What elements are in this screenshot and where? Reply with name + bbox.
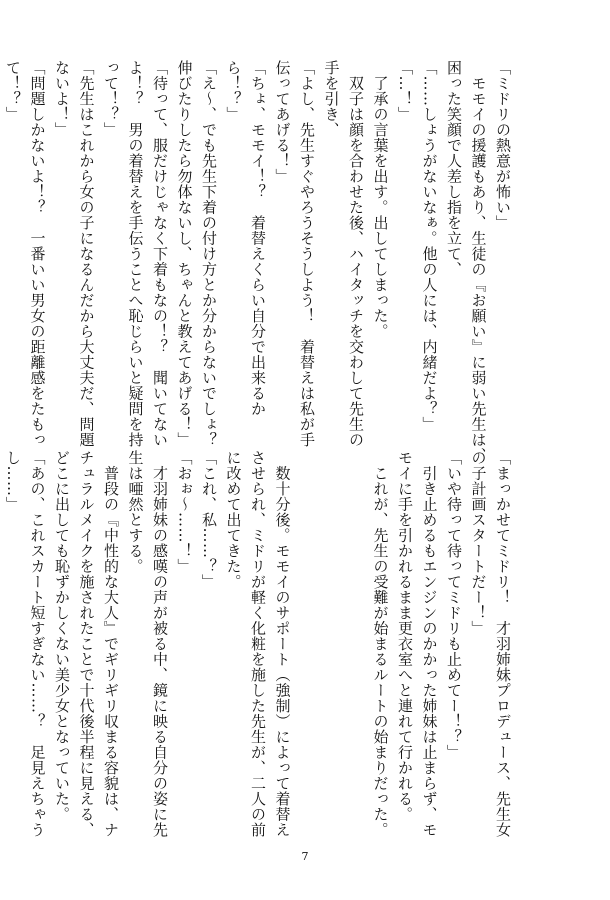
text-line xyxy=(344,450,369,845)
text-line: 「先生はこれから女の子になるんだから大丈夫だ、問題 xyxy=(77,60,96,448)
text-line: 「待って、服だけじゃなく下着もなの！？ 聞いてない xyxy=(151,60,169,448)
text-line: よ！？ 男の着替えを手伝うことへ恥じらいと疑問を持 xyxy=(126,60,145,448)
text-line: 普段の『中性的な大人』でギリギリ収まる容貌は、ナ xyxy=(102,450,120,838)
text-line: 「これ、私……？」 xyxy=(200,450,218,590)
text-line: モイに手を引かれるまま更衣室へと連れて行かれる。 xyxy=(396,450,414,822)
text-line: て！？」 xyxy=(4,60,22,122)
page-number: 7 xyxy=(301,850,309,863)
text-line: させられ、ミドリが軽く化粧を施した先生が、二人の前 xyxy=(249,450,267,838)
text-line xyxy=(0,450,1,845)
text-line: 伸びたりしたら勿体ないし、ちゃんと教えてあげる！」 xyxy=(175,60,194,448)
text-line: 引き止めるもエンジンのかかった姉妹は止まらず、モ xyxy=(420,450,439,838)
text-line: 才羽姉妹の感嘆の声が被る中、鏡に映る自分の姿に先 xyxy=(151,450,169,838)
text-line: 「ちょ、モモイ！？ 着替えくらい自分で出来るか xyxy=(249,60,267,417)
text-line: に改めて出てきた。 xyxy=(224,450,243,590)
text-line: の子計画スタートだー！」 xyxy=(469,450,488,636)
text-line: 「まっかせてミドリ！ 才羽姉妹プロデュース、先生女 xyxy=(494,450,512,838)
text-line: モモイの援護もあり、生徒の『お願い』に弱い先生は、 xyxy=(469,60,488,463)
text-line: 「いや待って待ってミドリも止めてー！？」 xyxy=(445,450,463,760)
text-line: って！？」 xyxy=(102,60,120,138)
text-line: し……」 xyxy=(4,450,22,512)
text-line: 困った笑顔で人差し指を立て、 xyxy=(445,60,463,277)
text-line: 手を引き、 xyxy=(322,60,341,138)
text-line: 了承の言葉を出す。出してしまった。 xyxy=(371,60,390,339)
text-line: どこに出しても恥ずかしくない美少女となっていた。 xyxy=(53,450,71,822)
text-line xyxy=(319,450,344,845)
text-line: 双子は顔を合わせた後、ハイタッチを交わして先生の xyxy=(347,60,365,448)
text-line xyxy=(0,60,1,440)
text-line: チュラルメイクを施されたことで十代後半程に見える、 xyxy=(77,450,96,838)
text-line: 「……しょうがないなぁ。他の人には、内緒だよ？」 xyxy=(420,60,439,432)
lower-text-block xyxy=(0,450,515,845)
text-line: 「問題しかないよ！？ 一番いい男女の距離感をたもっ xyxy=(28,60,47,448)
text-line: 「あの、これスカート短すぎない……？ 足見えちゃう xyxy=(28,450,47,838)
upper-text-block xyxy=(0,60,515,463)
text-line: 数十分後。モモイのサポート（強制）によって着替え xyxy=(273,450,292,838)
text-line: 伝ってあげる！」 xyxy=(273,60,292,184)
text-line: 「おぉ～……！」 xyxy=(175,450,194,574)
text-line: 「ミドリの熱意が怖い」 xyxy=(494,60,512,231)
text-line: ら！？」 xyxy=(224,60,243,122)
text-line: 「え～、でも先生下着の付け方とか分からないでしょ？ xyxy=(200,60,218,448)
text-line xyxy=(295,450,320,845)
text-line: これが、先生の受難が始まるルートの始まりだった。 xyxy=(371,450,390,838)
text-line: ないよ！」 xyxy=(53,60,71,138)
text-line: 「…！」 xyxy=(396,60,414,122)
text-line: 生は唖然とする。 xyxy=(126,450,145,574)
text-line: 「よし、先生すぐやろうそうしよう！ 着替えは私が手 xyxy=(298,60,316,448)
